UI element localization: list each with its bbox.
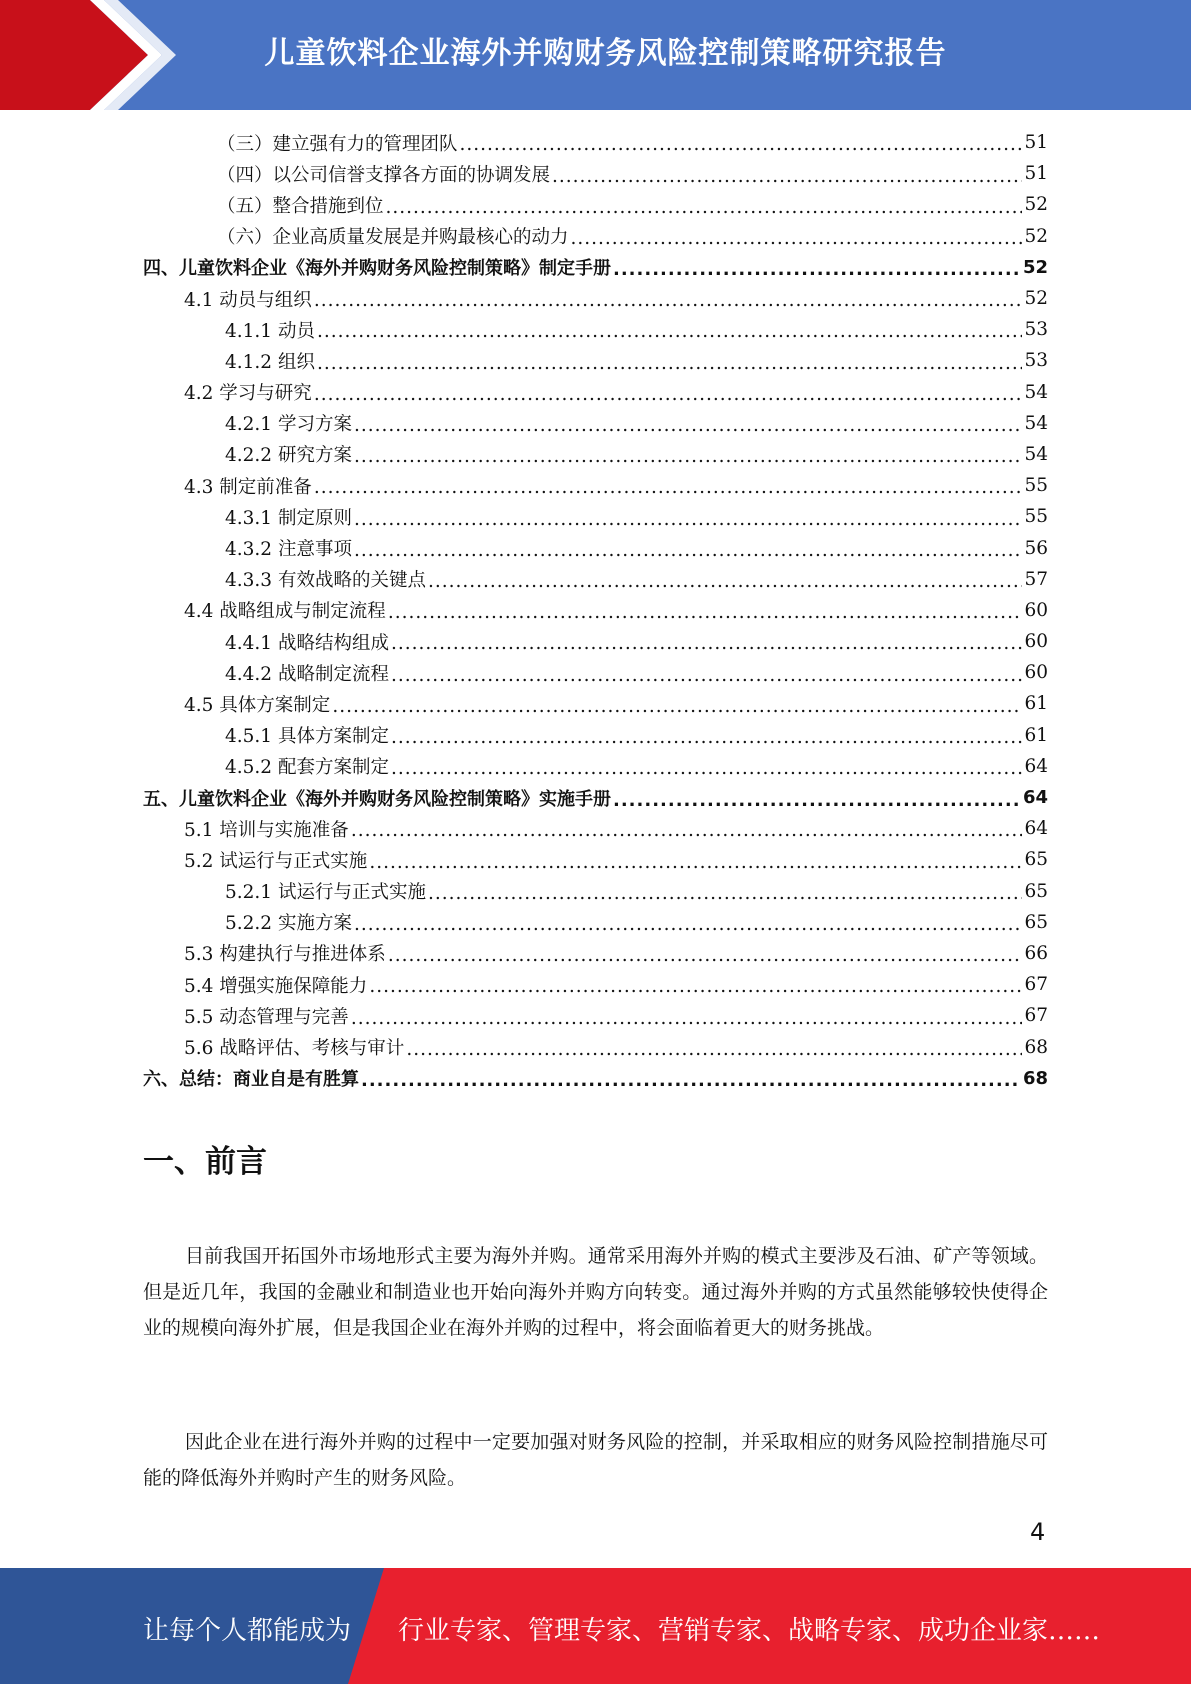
toc-entry-page: 60 [1024, 631, 1048, 653]
toc-entry-page: 51 [1024, 132, 1048, 154]
toc-entry-label: 5.3 构建执行与推进体系 [184, 944, 386, 966]
toc-dot-leader [388, 604, 1023, 623]
toc-entry-label: 4.4 战略组成与制定流程 [184, 601, 386, 623]
report-title: 儿童饮料企业海外并购财务风险控制策略研究报告 [264, 36, 947, 71]
toc-entry[interactable] [143, 751, 1048, 782]
toc-entry[interactable] [143, 345, 1048, 376]
toc-dot-leader [552, 168, 1022, 187]
toc-entry-page: 54 [1024, 443, 1048, 465]
toc-entry-label: 5.2.2 实施方案 [225, 913, 352, 935]
toc-dot-leader [314, 386, 1023, 405]
toc-entry-page: 57 [1024, 568, 1048, 590]
toc-dot-leader [406, 1041, 1022, 1060]
toc-entry[interactable] [143, 782, 1048, 813]
page-number: 4 [1030, 1518, 1046, 1546]
toc-dot-leader [332, 698, 1022, 717]
toc-entry-page: 64 [1024, 755, 1048, 777]
toc-entry[interactable] [143, 252, 1048, 283]
toc-entry[interactable] [143, 1063, 1048, 1094]
toc-dot-leader [354, 916, 1023, 935]
toc-entry-page: 68 [1024, 1036, 1048, 1058]
toc-dot-leader [391, 667, 1022, 686]
toc-dot-leader [369, 854, 1022, 873]
toc-entry[interactable] [143, 907, 1048, 938]
toc-entry-page: 60 [1024, 662, 1048, 684]
page-footer [0, 1568, 1191, 1684]
toc-dot-leader [428, 885, 1022, 904]
toc-dot-leader [391, 635, 1022, 654]
toc-dot-leader [354, 542, 1023, 561]
toc-entry[interactable] [143, 813, 1048, 844]
toc-entry-label: 4.1.2 组织 [225, 351, 315, 373]
toc-entry[interactable] [143, 532, 1048, 563]
toc-dot-leader [317, 323, 1023, 342]
toc-entry-page: 64 [1022, 787, 1048, 809]
toc-entry[interactable] [143, 1000, 1048, 1031]
toc-dot-leader [428, 573, 1022, 592]
section-heading: 一、前言 [143, 1144, 267, 1180]
toc-entry[interactable] [143, 626, 1048, 657]
toc-entry-page: 53 [1024, 319, 1048, 341]
paragraph-1: 目前我国开拓国外市场地形式主要为海外并购。通常采用海外并购的模式主要涉及石油、矿产等领域。但是近几年，我国的金融业和制造业也开始向海外并购方向转变。通过海外并购的方式虽然能够较快使得企业的规模向海外扩展，但是我国企业在海外并购的过程中，将会面临着更大的财务挑战。 [143, 1245, 1048, 1339]
table-of-contents [143, 127, 1048, 1094]
toc-entry-label: 4.3.2 注意事项 [225, 539, 352, 561]
toc-entry-label: （五）整合措施到位 [217, 195, 384, 217]
toc-entry-page: 65 [1024, 849, 1048, 871]
toc-entry-label: 四、儿童饮料企业《海外并购财务风险控制策略》制定手册 [143, 258, 611, 280]
toc-entry-label: 4.2.2 研究方案 [225, 445, 352, 467]
footer-slogan-left: 让每个人都能成为 [143, 1616, 352, 1646]
toc-entry-label: 4.1 动员与组织 [184, 289, 312, 311]
toc-dot-leader [354, 511, 1023, 530]
toc-dot-leader [613, 261, 1021, 279]
toc-entry-label: 5.1 培训与实施准备 [184, 819, 349, 841]
toc-dot-leader [354, 417, 1023, 436]
footer-slogan-right: 行业专家、管理专家、营销专家、战略专家、成功企业家…… [398, 1616, 1101, 1646]
toc-entry-label: （三）建立强有力的管理团队 [217, 133, 458, 155]
toc-entry-page: 64 [1024, 818, 1048, 840]
toc-entry[interactable] [143, 938, 1048, 969]
toc-entry[interactable] [143, 876, 1048, 907]
toc-entry-page: 66 [1024, 942, 1048, 964]
toc-entry-label: 5.6 战略评估、考核与审计 [184, 1038, 405, 1060]
toc-entry-label: 4.4.1 战略结构组成 [225, 632, 389, 654]
toc-entry-label: 4.3.3 有效战略的关键点 [225, 570, 426, 592]
toc-entry-page: 55 [1024, 506, 1048, 528]
toc-entry-page: 54 [1024, 381, 1048, 403]
toc-entry-page: 65 [1024, 911, 1048, 933]
toc-entry[interactable] [143, 1031, 1048, 1062]
toc-entry[interactable] [143, 314, 1048, 345]
toc-entry-page: 52 [1024, 225, 1048, 247]
toc-entry[interactable] [143, 127, 1048, 158]
toc-dot-leader [351, 1010, 1023, 1029]
toc-entry-page: 53 [1024, 350, 1048, 372]
toc-entry[interactable] [143, 969, 1048, 1000]
toc-entry-page: 55 [1024, 475, 1048, 497]
toc-entry[interactable] [143, 688, 1048, 719]
toc-entry-label: 4.3.1 制定原则 [225, 507, 352, 529]
toc-dot-leader [351, 822, 1023, 841]
toc-entry-label: 4.5.2 配套方案制定 [225, 757, 389, 779]
toc-entry-label: 5.2 试运行与正式实施 [184, 850, 368, 872]
toc-dot-leader [386, 199, 1023, 218]
toc-entry[interactable] [143, 283, 1048, 314]
toc-entry[interactable] [143, 720, 1048, 751]
toc-entry-page: 67 [1024, 974, 1048, 996]
toc-dot-leader [314, 292, 1023, 311]
toc-entry-page: 65 [1024, 880, 1048, 902]
toc-dot-leader [391, 729, 1022, 748]
toc-entry-label: 5.4 增强实施保障能力 [184, 975, 368, 997]
toc-entry-page: 60 [1024, 599, 1048, 621]
toc-entry-label: （六）企业高质量发展是并购最核心的动力 [217, 227, 569, 249]
toc-entry-page: 67 [1024, 1005, 1048, 1027]
toc-dot-leader [460, 136, 1023, 155]
toc-entry-label: 4.5.1 具体方案制定 [225, 726, 389, 748]
page-header [0, 0, 1191, 110]
toc-entry-page: 61 [1024, 724, 1048, 746]
toc-entry-page: 54 [1024, 412, 1048, 434]
toc-dot-leader [571, 230, 1023, 249]
toc-dot-leader [388, 947, 1023, 966]
toc-entry-page: 68 [1022, 1067, 1048, 1089]
toc-dot-leader [314, 479, 1023, 498]
toc-entry-label: （四）以公司信誉支撑各方面的协调发展 [217, 164, 551, 186]
toc-entry[interactable] [143, 564, 1048, 595]
toc-entry[interactable] [143, 158, 1048, 189]
toc-entry[interactable] [143, 221, 1048, 252]
toc-entry-label: 五、儿童饮料企业《海外并购财务风险控制策略》实施手册 [143, 788, 611, 810]
toc-entry-label: 4.5 具体方案制定 [184, 694, 331, 716]
toc-entry-page: 52 [1022, 256, 1048, 278]
toc-entry[interactable] [143, 439, 1048, 470]
toc-entry-label: 4.3 制定前准备 [184, 476, 312, 498]
toc-entry-page: 61 [1024, 693, 1048, 715]
toc-dot-leader [369, 978, 1022, 997]
toc-entry-label: 4.2 学习与研究 [184, 383, 312, 405]
toc-entry[interactable] [143, 408, 1048, 439]
toc-entry[interactable] [143, 189, 1048, 220]
toc-entry-page: 52 [1024, 288, 1048, 310]
toc-dot-leader [361, 1072, 1021, 1090]
toc-entry-page: 51 [1024, 163, 1048, 185]
paragraph-2: 因此企业在进行海外并购的过程中一定要加强对财务风险的控制，并采取相应的财务风险控制措施尽可能的降低海外并购时产生的财务风险。 [143, 1431, 1048, 1489]
toc-entry-page: 56 [1024, 537, 1048, 559]
toc-dot-leader [317, 355, 1023, 374]
toc-entry-label: 4.1.1 动员 [225, 320, 315, 342]
toc-entry-label: 4.2.1 学习方案 [225, 414, 352, 436]
toc-entry[interactable] [143, 377, 1048, 408]
toc-entry[interactable] [143, 470, 1048, 501]
toc-dot-leader [613, 792, 1021, 810]
toc-entry[interactable] [143, 595, 1048, 626]
toc-entry-page: 52 [1024, 194, 1048, 216]
toc-dot-leader [354, 448, 1023, 467]
toc-entry[interactable] [143, 844, 1048, 875]
toc-entry-label: 5.2.1 试运行与正式实施 [225, 882, 426, 904]
toc-entry[interactable] [143, 657, 1048, 688]
toc-entry-label: 5.5 动态管理与完善 [184, 1006, 349, 1028]
toc-entry-label: 六、总结：商业自是有胜算 [143, 1069, 359, 1091]
toc-entry-label: 4.4.2 战略制定流程 [225, 663, 389, 685]
toc-entry[interactable] [143, 501, 1048, 532]
toc-dot-leader [391, 760, 1022, 779]
